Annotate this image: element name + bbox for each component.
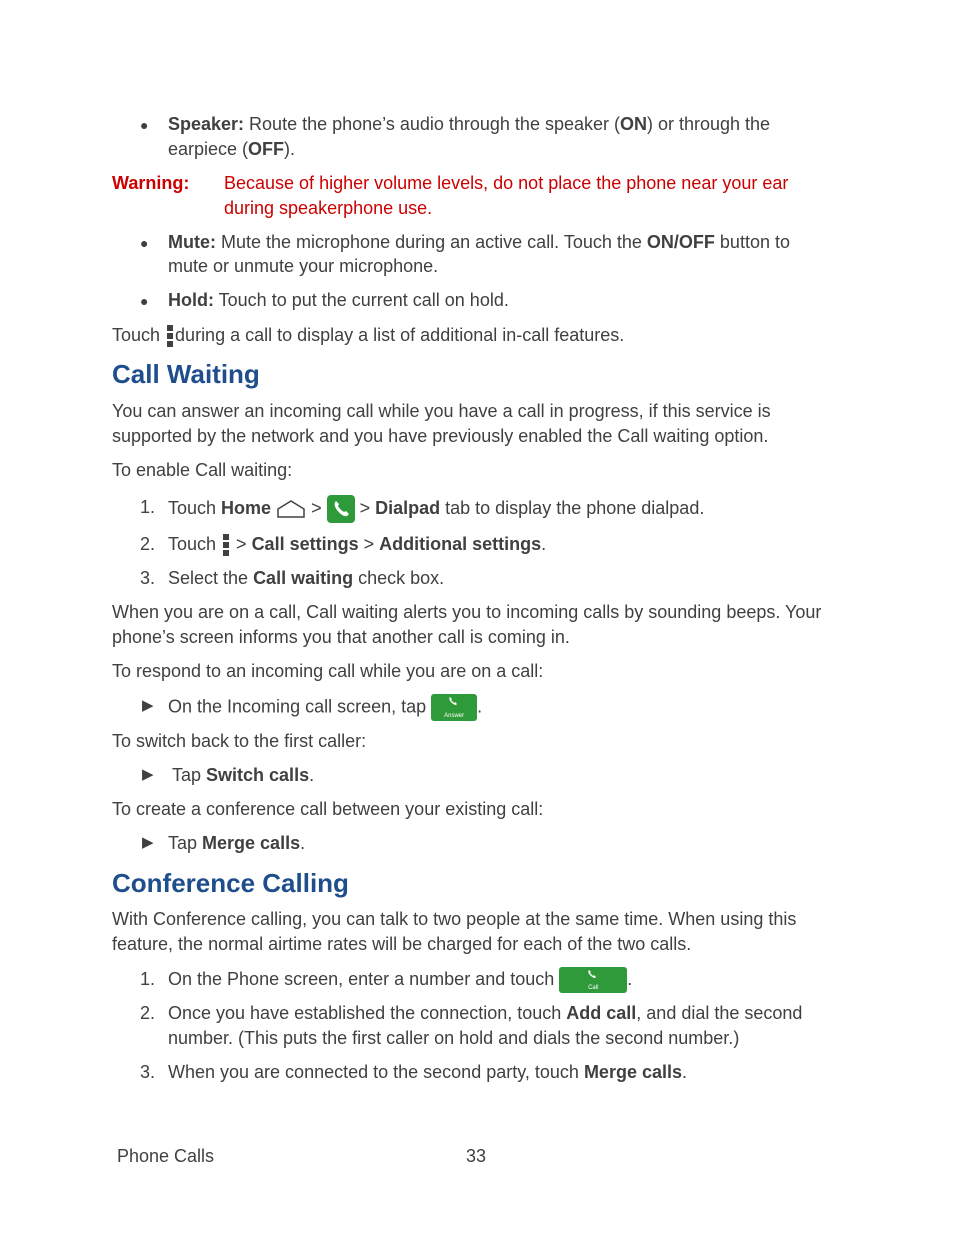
step-text: Touch — [168, 497, 222, 518]
step-number: 3. — [140, 568, 156, 588]
step-text: Once you have established the connection, touch — [168, 1003, 567, 1023]
speaker-text: earpiece ( — [168, 139, 249, 159]
mute-text: button to — [714, 232, 790, 252]
speaker-item-cont — [168, 137, 295, 162]
cw-merge-item — [168, 831, 305, 856]
cw-para-4: To respond to an incoming call while you are on a call: — [112, 661, 544, 681]
speaker-label: Speaker: — [168, 114, 245, 134]
cw-para-2: To enable Call waiting: — [112, 460, 293, 480]
warning-text-1: Because of higher volume levels, do not place the phone near your ear — [224, 173, 789, 193]
footer-section-name: Phone Calls — [117, 1146, 215, 1166]
cw-para-5: To switch back to the first caller: — [112, 731, 367, 751]
off-label: OFF — [248, 139, 285, 159]
step-text: . — [682, 1062, 688, 1082]
touch-text: Touch — [112, 325, 166, 345]
conf-step-2 — [168, 1001, 802, 1026]
item-text: . — [477, 696, 483, 717]
step-text: . — [627, 969, 633, 989]
menu-icon — [167, 325, 173, 347]
conf-para-1-l1: With Conference calling, you can talk to two people at the same time. When using this — [112, 909, 797, 929]
menu-icon — [223, 534, 229, 556]
touch-text: during a call to display a list of additional in-call features. — [175, 325, 625, 345]
additional-settings-label: Additional settings — [379, 534, 542, 554]
answer-button-icon — [431, 694, 477, 721]
step-number: 2. — [140, 1003, 156, 1023]
answer-button-label: Answer — [444, 713, 465, 719]
cw-answer-item — [168, 694, 482, 721]
hold-item — [168, 288, 509, 313]
arrow-bullet-icon: ▶ — [142, 834, 154, 851]
speaker-text: Route the phone’s audio through the speaker ( — [244, 114, 620, 134]
mute-item — [168, 230, 790, 255]
arrow-bullet-icon: ▶ — [142, 697, 154, 714]
conf-step-3 — [168, 1060, 687, 1085]
mute-label: Mute: — [168, 232, 216, 252]
step-text: On the Phone screen, enter a number and touch — [168, 969, 560, 989]
separator: > — [354, 497, 376, 518]
cw-step-1 — [168, 495, 704, 523]
merge-calls-label: Merge calls — [202, 833, 301, 853]
step-number: 2. — [140, 534, 156, 554]
arrow-bullet-icon: ▶ — [142, 766, 154, 783]
step-text: , and dial the second — [636, 1003, 803, 1023]
step-number: 3. — [140, 1062, 156, 1082]
cw-switch-item — [172, 763, 314, 788]
speaker-text: ). — [284, 139, 296, 159]
cw-step-3 — [168, 566, 444, 591]
cw-para-6: To create a conference call between your existing call: — [112, 799, 544, 819]
conf-step-1 — [168, 967, 632, 993]
item-text: Tap — [168, 833, 203, 853]
footer-page-number: 33 — [466, 1146, 487, 1166]
step-text: check box. — [353, 568, 445, 588]
section-heading-call-waiting: Call Waiting — [112, 359, 260, 389]
call-settings-label: Call settings — [251, 534, 359, 554]
warning-text-2: during speakerphone use. — [224, 198, 433, 218]
call-button-label: Call — [588, 985, 599, 992]
mute-text: Mute the microphone during an active call. Touch the — [216, 232, 647, 252]
on-label: ON — [619, 114, 647, 134]
separator: > — [306, 497, 327, 518]
step-text: Select the — [168, 568, 254, 588]
touch-menu-para — [112, 323, 624, 348]
cw-para-1-l1: You can answer an incoming call while you have a call in progress, if this service is — [112, 401, 771, 421]
step-text: Touch — [168, 534, 222, 554]
section-heading-conference-calling: Conference Calling — [112, 868, 349, 898]
bullet-dot: ● — [140, 293, 149, 309]
onoff-label: ON/OFF — [646, 232, 715, 252]
bullet-dot: ● — [140, 235, 149, 251]
hold-text: Touch to put the current call on hold. — [213, 290, 509, 310]
step-text: . — [541, 534, 547, 554]
call-waiting-label: Call waiting — [253, 568, 354, 588]
mute-item-cont: mute or unmute your microphone. — [168, 256, 439, 276]
speaker-text: ) or through the — [646, 114, 771, 134]
separator: > — [358, 534, 380, 554]
cw-step-2 — [168, 532, 546, 557]
cw-para-1-l2: supported by the network and you have previously enabled the Call waiting option. — [112, 426, 769, 446]
bullet-dot: ● — [140, 117, 149, 133]
call-button-icon — [559, 967, 627, 993]
item-text: On the Incoming call screen, tap — [168, 696, 432, 717]
phone-app-icon — [327, 495, 355, 523]
cw-para-3-l1: When you are on a call, Call waiting alerts you to incoming calls by sounding beeps. Your — [112, 602, 822, 622]
item-text: . — [309, 765, 315, 785]
conf-step-2-cont: number. (This puts the first caller on hold and dials the second number.) — [168, 1028, 740, 1048]
step-number: 1. — [140, 969, 156, 989]
separator: > — [231, 534, 252, 554]
merge-calls-label: Merge calls — [583, 1062, 682, 1082]
item-text: . — [300, 833, 306, 853]
home-label: Home — [221, 497, 272, 518]
warning-label: Warning: — [112, 173, 190, 193]
speaker-item — [168, 112, 770, 137]
item-text: Tap — [172, 765, 207, 785]
dialpad-label: Dialpad — [375, 497, 441, 518]
switch-calls-label: Switch calls — [206, 765, 310, 785]
conf-para-1-l2: feature, the normal airtime rates will be charged for each of the two calls. — [112, 934, 692, 954]
hold-label: Hold: — [168, 290, 214, 310]
step-text: tab to display the phone dialpad. — [440, 497, 705, 518]
cw-para-3-l2: phone’s screen informs you that another call is coming in. — [112, 627, 570, 647]
add-call-label: Add call — [566, 1003, 637, 1023]
home-icon — [276, 500, 306, 518]
step-number: 1. — [140, 497, 156, 517]
step-text: When you are connected to the second party, touch — [168, 1062, 584, 1082]
